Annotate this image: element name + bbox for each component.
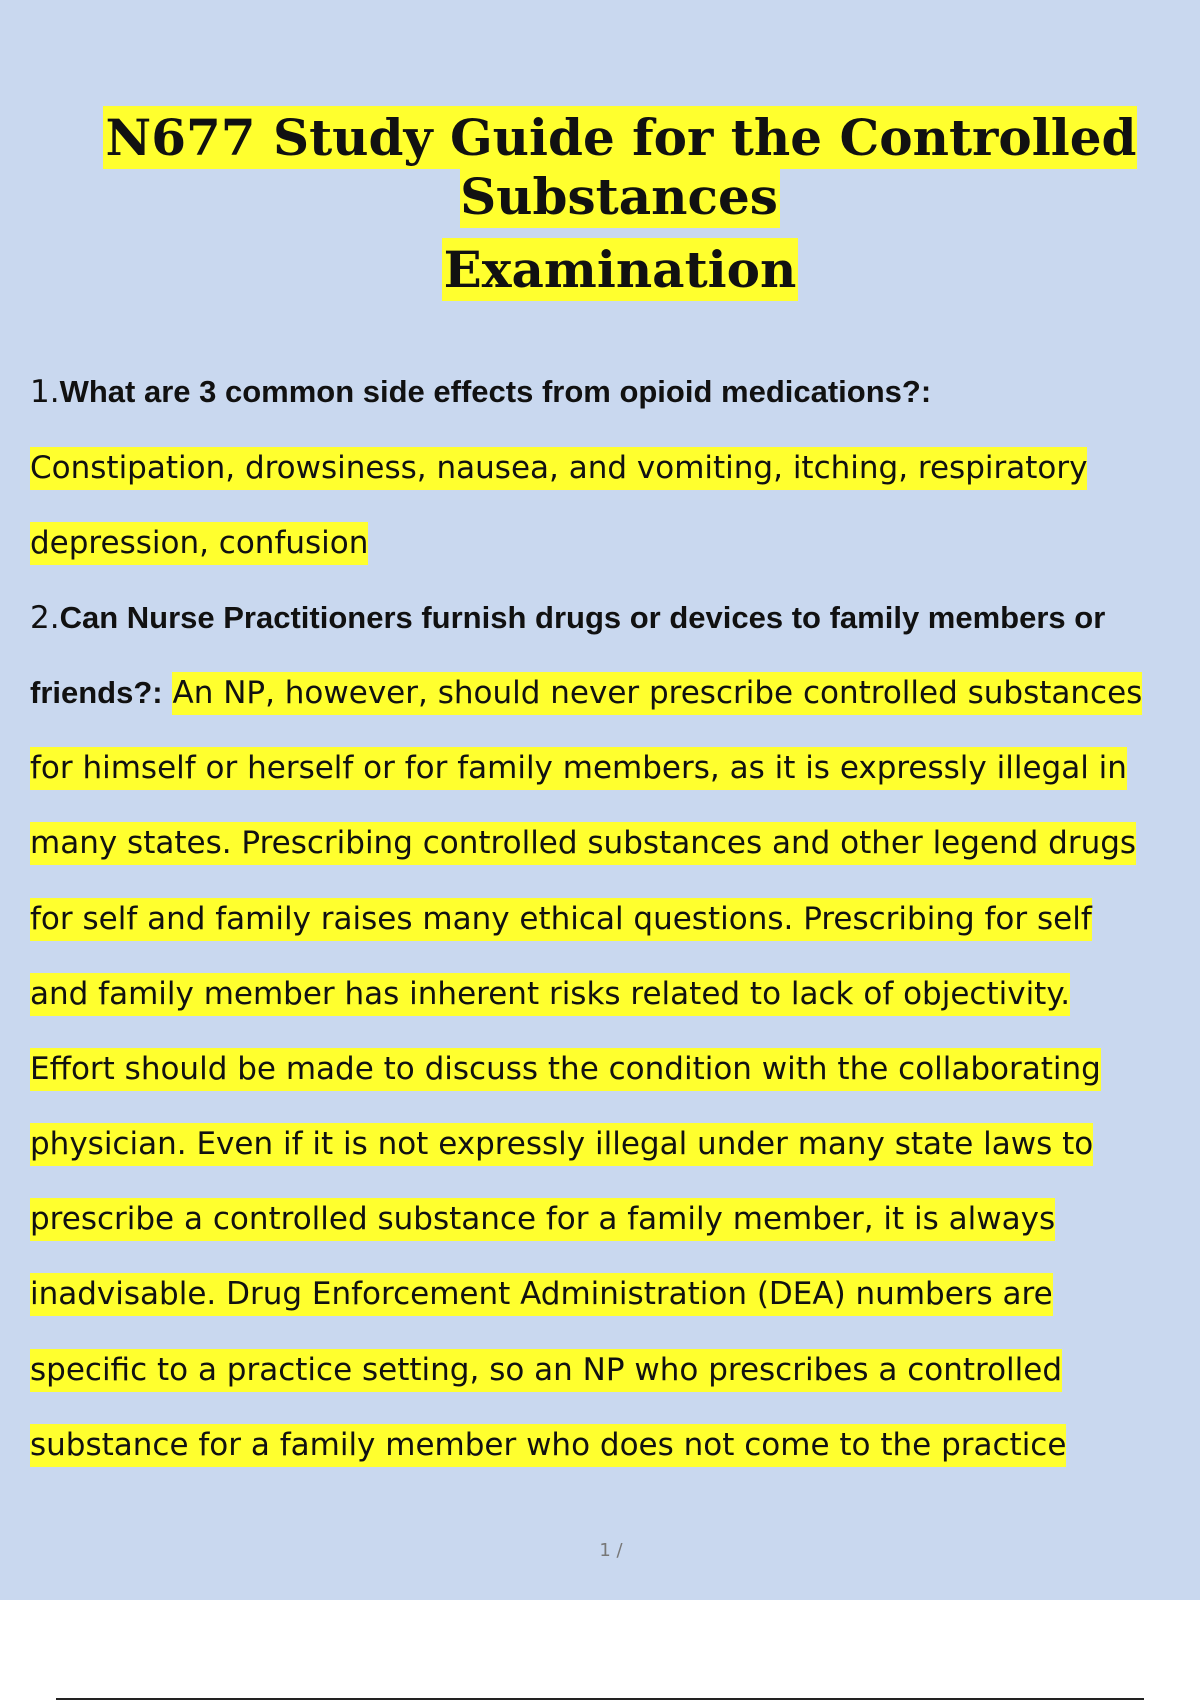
answer-2-line-3-text: for self and family raises many ethical questions. Prescribing for self [30,898,1092,941]
question-2-number: 2. [30,600,60,636]
title-line-1-text: N677 Study Guide for the Controlled Substances [105,108,1137,226]
answer-2-line-7 [30,1201,1190,1237]
answer-2-line-7-text: prescribe a controlled substance for a family member, it is always [30,1198,1055,1241]
question-1-text: What are 3 common side effects from opioid medications?: [59,374,932,409]
answer-2-line-9 [30,1352,1190,1388]
answer-2-line-5-text: Effort should be made to discuss the condition with the collaborating [30,1048,1101,1091]
answer-2-first-text: An NP, however, should never prescribe controlled substances [172,672,1142,715]
answer-2-line-10-text: substance for a family member who does not come to the practice [30,1424,1066,1467]
answer-2-line-1 [30,750,1190,786]
answer-2-line-4 [30,976,1190,1012]
title-line-2-text: Examination [443,240,797,299]
answer-2-line-10 [30,1427,1190,1463]
question-2 [30,600,1190,636]
answer-2-line-2-text: many states. Prescribing controlled substances and other legend drugs [30,822,1136,865]
answer-1-line-1 [30,450,1190,486]
page-title-line-1 [0,108,1200,226]
question-2-text-line-1: Can Nurse Practitioners furnish drugs or devices to family members or [59,600,1106,635]
answer-2-line-5 [30,1051,1190,1087]
answer-2-line-9-text: specific to a practice setting, so an NP who prescribes a controlled [30,1349,1062,1392]
answer-1-line-2 [30,525,1190,561]
question-2-text-line-2: friends?: [30,675,163,710]
answer-2-line-8 [30,1276,1190,1312]
answer-2-line-6-text: physician. Even if it is not expressly illegal under many state laws to [30,1123,1093,1166]
answer-2-line-2 [30,825,1190,861]
question-2-line-2 [30,675,1190,711]
answer-2-line-6 [30,1126,1190,1162]
answer-2-line-8-text: inadvisable. Drug Enforcement Administration (DEA) numbers are [30,1273,1053,1316]
page-number: 1 / [599,1540,623,1561]
answer-1-line-1-text: Constipation, drowsiness, nausea, and vomiting, itching, respiratory [30,447,1087,490]
answer-1-line-2-text: depression, confusion [30,522,368,565]
answer-2-line-1-text: for himself or herself or for family members, as it is expressly illegal in [30,747,1127,790]
question-1-number: 1. [30,374,60,410]
question-1 [30,374,1190,410]
answer-2-line-4-text: and family member has inherent risks related to lack of objectivity. [30,973,1070,1016]
answer-2-line-3 [30,901,1190,937]
page-title-line-2 [0,240,1200,299]
